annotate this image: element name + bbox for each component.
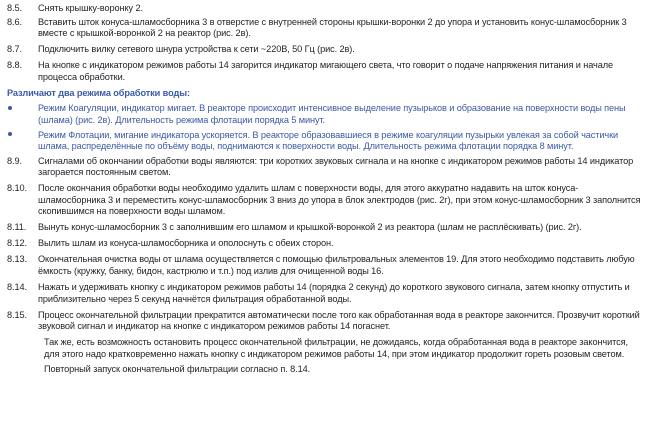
section-heading: Различают два режима обработки воды: <box>7 87 190 98</box>
step-number: 8.12. <box>7 238 27 249</box>
step-8-7 <box>7 44 642 56</box>
step-text: Окончательная очистка воды от шлама осуществляется с помощью фильтровальных элементов 19. Для этого необходимо подставить любую ёмкость (кружку, банку, бидон, кастрюлю и т.п.) под излив для очищенной воды 16. <box>38 254 635 277</box>
step-8-10 <box>7 183 642 218</box>
step-number: 8.10. <box>7 183 27 194</box>
note-paragraph <box>7 364 642 376</box>
step-text: Вставить шток конуса-шламосборника 3 в отверстие с внутренней стороны крышки-воронки 2 до упора и установить конус-шламосборник 3 вместе с крышкой-воронкой 2 на реактор (рис. 2в). <box>38 16 627 39</box>
step-8-6 <box>7 17 642 40</box>
note-text: Так же, есть возможность остановить процесс окончательной фильтрации, не дожидаясь, когда обработанная вода в реакторе закончится, для этого надо кратковременно нажать кнопку с индикатором режимов работы 14, при этом индикатор продолжит гореть розовым светом. <box>44 337 628 359</box>
step-number: 8.11. <box>7 222 27 233</box>
step-text: Снять крышку-воронку 2. <box>38 3 143 13</box>
step-8-9 <box>7 156 642 179</box>
step-number: 8.5. <box>7 3 22 13</box>
bullet-marker <box>7 103 38 126</box>
note-text: Повторный запуск окончательной фильтрации согласно п. 8.14. <box>44 364 311 375</box>
step-8-5 <box>7 3 642 15</box>
step-8-13 <box>7 254 642 277</box>
bullet-text: Режим Коагуляции, индикатор мигает. В реакторе происходит интенсивное выделение пузырьков и образование на поверхности воды пены (шлама) (рис. 2в). Длительность режима флотации порядка 5 минут. <box>38 103 626 125</box>
step-number: 8.7. <box>7 44 22 55</box>
step-8-14 <box>7 282 642 305</box>
step-number: 8.9. <box>7 155 22 166</box>
step-8-15 <box>7 310 642 333</box>
step-number: 8.15. <box>7 309 27 320</box>
bullet-marker <box>7 130 38 153</box>
step-text: Вынуть конус-шламосборник 3 с заполнившим его шламом и крышкой-воронкой 2 из реактора (шлам не расплёскивать) (рис. 2г). <box>38 222 582 233</box>
step-8-8 <box>7 60 642 83</box>
step-number: 8.6. <box>7 16 22 27</box>
step-text: Нажать и удерживать кнопку с индикатором режимов работы 14 (порядка 2 секунд) до короткого звукового сигнала, затем кнопку отпустить и приблизительно через 5 секунд начнётся фильтрация обработанной воды. <box>38 282 630 304</box>
step-text: Подключить вилку сетевого шнура устройства к сети ~220В, 50 Гц (рис. 2в). <box>38 44 355 55</box>
step-8-12 <box>7 238 642 250</box>
note-paragraph <box>7 337 642 360</box>
step-text: Вылить шлам из конуса-шламосборника и ополоснуть с обеих сторон. <box>38 238 334 249</box>
mode-coagulation <box>7 103 642 126</box>
step-8-11 <box>7 222 642 234</box>
mode-flotation <box>7 130 642 153</box>
step-text: На кнопке с индикатором режимов работы 14 загорится индикатор мигающего света, что говорит о подаче напряжения питания и начале процесса обработки. <box>38 60 614 82</box>
step-number: 8.8. <box>7 60 22 71</box>
step-number: 8.13. <box>7 254 27 265</box>
bullet-text: Режим Флотации, мигание индикатора ускоряется. В реакторе образовавшиеся в режиме коагуляции пузырьки увлекая за собой частички шлама, распределённые по объёму воды, поднимаются к поверхности воды. Длительность режима флотации порядка 8 минут. <box>38 129 619 152</box>
step-text: Процесс окончательной фильтрации прекратится автоматически после того как обработанная вода в реакторе закончится. Прозвучит короткий звуковой сигнал и индикатор на кнопке с индикатором режимов работы 14 погаснет. <box>38 309 640 332</box>
step-text: После окончания обработки воды необходимо удалить шлам с поверхности воды, для этого аккуратно надавить на шток конуса-шламосборника 3 и переместить конус-шламосборник 3 вниз до упора в блок электродов (рис. 2г), при этом конус-шламосборник 3 заполнится скопившимся на поверхности воды шламом. <box>38 183 641 217</box>
step-text: Сигналами об окончании обработки воды являются: три коротких звуковых сигнала и на кнопке с индикатором режимов работы 14 индикатор загорается постоянным светом. <box>38 155 634 178</box>
step-number: 8.14. <box>7 282 27 292</box>
